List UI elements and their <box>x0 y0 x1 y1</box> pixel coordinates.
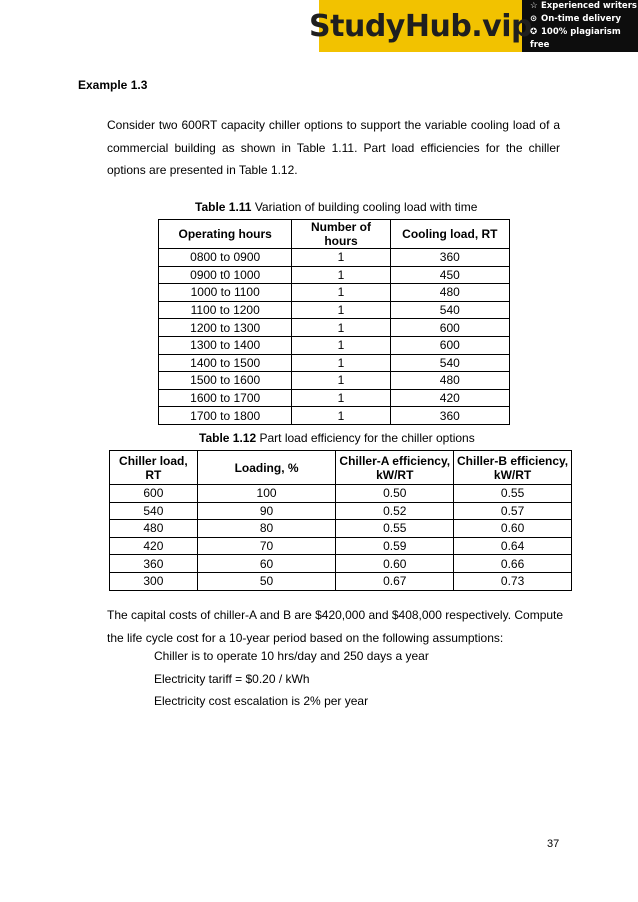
clock-icon: ⊙ <box>530 14 538 24</box>
table-header-cell: Number of hours <box>292 220 390 249</box>
table-row <box>159 389 510 407</box>
table-cell: 60 <box>197 555 336 573</box>
table-cell: 480 <box>110 520 198 538</box>
table-cell: 1500 to 1600 <box>159 372 292 390</box>
table-header-cell: Loading, % <box>197 451 336 485</box>
table-cell: 90 <box>197 502 336 520</box>
table-header-cell: Operating hours <box>159 220 292 249</box>
table-cell: 0.60 <box>336 555 454 573</box>
table-cell: 1100 to 1200 <box>159 301 292 319</box>
table-cell: 0.50 <box>336 485 454 503</box>
table-caption-text: Part load efficiency for the chiller options <box>256 431 475 445</box>
badge-icon: ✪ <box>530 27 538 37</box>
table-cell: 0.67 <box>336 572 454 590</box>
table-caption-label: Table 1.11 <box>195 200 252 214</box>
table-row <box>159 336 510 354</box>
banner-feature <box>530 13 638 26</box>
table-caption-label: Table 1.12 <box>199 431 257 445</box>
banner-feature-text: Experienced writers <box>541 1 637 11</box>
table-cell: 0800 to 0900 <box>159 249 292 267</box>
table-row <box>159 301 510 319</box>
table-cell: 1 <box>292 249 390 267</box>
table-row <box>159 284 510 302</box>
example-heading: Example 1.3 <box>78 78 148 92</box>
table-row <box>159 354 510 372</box>
assumption-item: Electricity cost escalation is 2% per year <box>154 694 369 708</box>
table-header-cell: Chiller-A efficiency, kW/RT <box>336 451 454 485</box>
capital-cost-paragraph: The capital costs of chiller-A and B are $420,000 and $408,000 respectively. Compute the life cycle cost for a 10-year period based on the following assumptions: <box>107 608 564 645</box>
table-cell: 0.60 <box>454 520 572 538</box>
table-cell: 480 <box>390 372 509 390</box>
table-1-12-caption <box>199 431 475 445</box>
table-cell: 360 <box>390 407 509 425</box>
table-cell: 0.66 <box>454 555 572 573</box>
table-cell: 50 <box>197 572 336 590</box>
star-icon: ☆ <box>530 1 538 11</box>
assumption-item: Electricity tariff = $0.20 / kWh <box>154 671 310 686</box>
table-cell: 600 <box>110 485 198 503</box>
table-cell: 1000 to 1100 <box>159 284 292 302</box>
studyhub-banner[interactable] <box>309 0 638 52</box>
table-cell: 1 <box>292 284 390 302</box>
table-cell: 0.64 <box>454 537 572 555</box>
table-row <box>159 407 510 425</box>
table-header-cell: Chiller load, RT <box>110 451 198 485</box>
assumption-item: Chiller is to operate 10 hrs/day and 250 days a year <box>154 649 429 663</box>
table-row <box>110 537 572 555</box>
table-row <box>110 485 572 503</box>
table-header-cell: Chiller-B efficiency, kW/RT <box>454 451 572 485</box>
table-cell: 1 <box>292 372 390 390</box>
table-row <box>110 555 572 573</box>
banner-feature-text: On-time delivery <box>541 14 622 24</box>
table-cell: 600 <box>390 336 509 354</box>
example-intro: Consider two 600RT capacity chiller options to support the variable cooling load of a commercial building as shown in Table 1.11. Part load efficiencies for the chiller options are presented in Table 1.12. <box>107 118 560 177</box>
table-cell: 1 <box>292 354 390 372</box>
table-cell: 100 <box>197 485 336 503</box>
banner-feature-list <box>522 0 638 52</box>
page-number: 37 <box>547 838 560 850</box>
table-row <box>110 572 572 590</box>
table-cell: 0.57 <box>454 502 572 520</box>
table-cell: 540 <box>390 301 509 319</box>
table-cell: 360 <box>110 555 198 573</box>
assumptions-list <box>154 645 429 713</box>
table-cell: 420 <box>390 389 509 407</box>
table-cell: 0.55 <box>454 485 572 503</box>
table-row <box>110 502 572 520</box>
table-cell: 1 <box>292 336 390 354</box>
table-cell: 1600 to 1700 <box>159 389 292 407</box>
table-cell: 300 <box>110 572 198 590</box>
table-cell: 0.59 <box>336 537 454 555</box>
table-1-11-caption <box>195 200 477 214</box>
table-cell: 600 <box>390 319 509 337</box>
table-cell: 0.73 <box>454 572 572 590</box>
table-row <box>159 372 510 390</box>
table-cell: 1200 to 1300 <box>159 319 292 337</box>
chiller-efficiency-table <box>109 450 572 591</box>
table-row <box>159 266 510 284</box>
table-cell: 540 <box>390 354 509 372</box>
studyhub-logo: StudyHub.vip <box>319 0 522 52</box>
table-cell: 0.52 <box>336 502 454 520</box>
table-row <box>159 249 510 267</box>
banner-feature <box>530 26 638 52</box>
banner-feature <box>530 0 638 13</box>
cooling-load-table <box>158 219 510 425</box>
table-cell: 1 <box>292 407 390 425</box>
table-cell: 360 <box>390 249 509 267</box>
table-cell: 480 <box>390 284 509 302</box>
table-header-cell: Cooling load, RT <box>390 220 509 249</box>
table-cell: 1300 to 1400 <box>159 336 292 354</box>
banner-feature-text: 100% plagiarism free <box>530 27 621 50</box>
table-row <box>110 520 572 538</box>
table-cell: 1 <box>292 301 390 319</box>
table-cell: 450 <box>390 266 509 284</box>
table-cell: 0.55 <box>336 520 454 538</box>
table-cell: 1400 to 1500 <box>159 354 292 372</box>
table-cell: 540 <box>110 502 198 520</box>
table-cell: 70 <box>197 537 336 555</box>
table-cell: 420 <box>110 537 198 555</box>
table-cell: 1 <box>292 266 390 284</box>
table-caption-text: Variation of building cooling load with time <box>251 200 478 214</box>
table-header-row <box>159 220 510 249</box>
table-cell: 1700 to 1800 <box>159 407 292 425</box>
table-cell: 1 <box>292 389 390 407</box>
table-cell: 1 <box>292 319 390 337</box>
table-header-row <box>110 451 572 485</box>
table-cell: 80 <box>197 520 336 538</box>
table-row <box>159 319 510 337</box>
table-cell: 0900 t0 1000 <box>159 266 292 284</box>
